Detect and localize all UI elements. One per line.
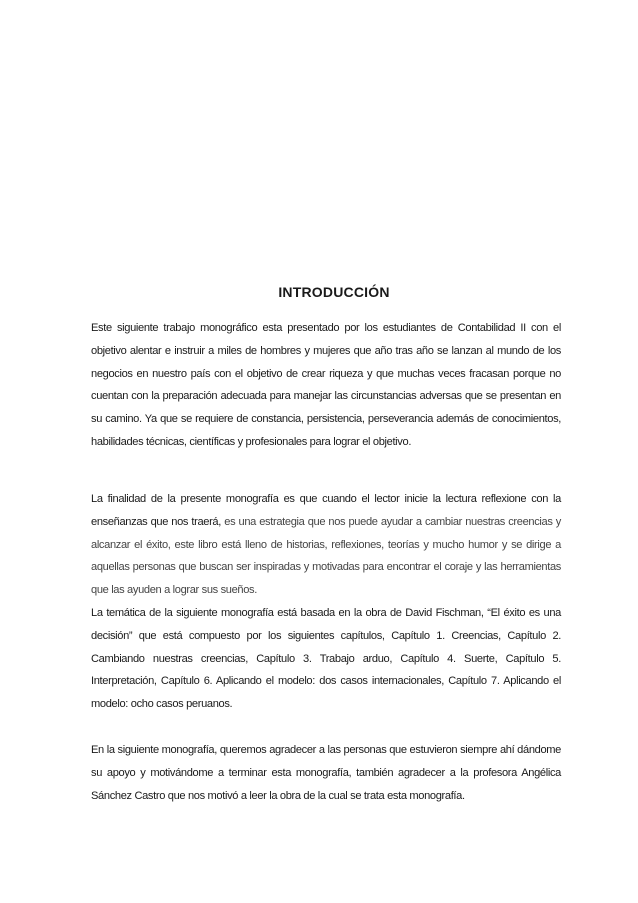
- paragraph-3: La temática de la siguiente monografía está basada en la obra de David Fischman, “El éxito es una decisión” que está compuesto por los siguientes capítulos, Capítulo 1. Creencias, Capítulo 2. Cambiando nuestras creencias, Capítulo 3. Trabajo arduo, Capítulo 4. Suerte, Capítulo 5. Interpretación, Capítulo 6. Aplicando el modelo: dos casos internacionales, Capítulo 7. Aplicando el modelo: ocho casos peruanos.: [91, 607, 561, 711]
- paragraph-4: En la siguiente monografía, queremos agradecer a las personas que estuvieron siempre ahí dándome su apoyo y motivándome a terminar esta monografía, también agradecer a la profesora Angélica Sánchez Castro que nos motivó a leer la obra de la cual se trata esta monografía.: [91, 744, 561, 802]
- page-title: INTRODUCCIÓN: [278, 284, 390, 300]
- paragraph-2-part-b: es una estrategia que nos puede ayudar a cambiar nuestras creencias y alcanzar el éxito, este libro está lleno de historias, reflexiones, teorías y mucho humor y se dirige a aquellas personas que buscan ser inspiradas y motivadas para encontrar el coraje y las herramientas que las ayuden a lograr sus sueños.: [91, 515, 561, 597]
- paragraph-2-part-a: La finalidad de la presente monografía es que cuando el lector inicie la lectura reflexione con la enseñanzas que nos traerá,: [91, 493, 561, 528]
- paragraph-1: Este siguiente trabajo monográfico esta presentado por los estudiantes de Contabilidad II con el objetivo alentar e instruir a miles de hombres y mujeres que año tras año se lanzan al mundo de los negocios en nuestro país con el objetivo de crear riqueza y que muchas veces fracasan porque no cuentan con la preparación adecuada para manejar las circunstancias adversas que se presentan en su camino. Ya que se requiere de constancia, persistencia, perseverancia además de conocimientos, habilidades técnicas, científicas y profesionales para lograr el objetivo.: [91, 322, 561, 448]
- paragraph-2: [91, 488, 561, 602]
